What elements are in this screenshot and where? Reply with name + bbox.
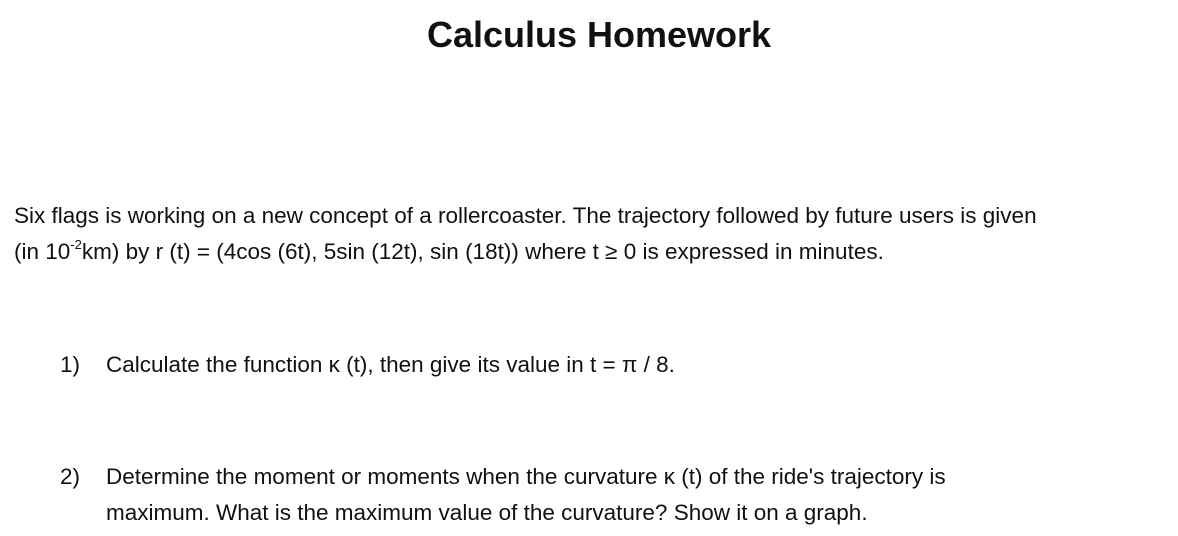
question-1 xyxy=(60,347,1160,383)
question-2-line-2: maximum. What is the maximum value of the curvature? Show it on a graph. xyxy=(106,500,868,525)
question-2 xyxy=(60,459,1160,531)
units-exponent: -2 xyxy=(70,236,82,252)
problem-statement-line-1: Six flags is working on a new concept of a rollercoaster. The trajectory followed by future users is given xyxy=(14,203,1037,228)
page-title: Calculus Homework xyxy=(426,14,772,55)
question-1-text: Calculate the function κ (t), then give its value in t = π / 8. xyxy=(106,352,675,377)
problem-statement xyxy=(14,198,1174,270)
units-prefix: (in 10 xyxy=(14,239,71,264)
question-2-line-1: Determine the moment or moments when the curvature κ (t) of the ride's trajectory is xyxy=(106,464,946,489)
question-2-number: 2) xyxy=(60,464,81,489)
question-2-text xyxy=(106,459,1160,531)
problem-statement-line-2 xyxy=(14,234,1174,270)
trajectory-equation: km) by r (t) = (4cos (6t), 5sin (12t), sin (18t)) where t ≥ 0 is expressed in minutes. xyxy=(81,239,884,264)
question-1-number: 1) xyxy=(60,352,81,377)
